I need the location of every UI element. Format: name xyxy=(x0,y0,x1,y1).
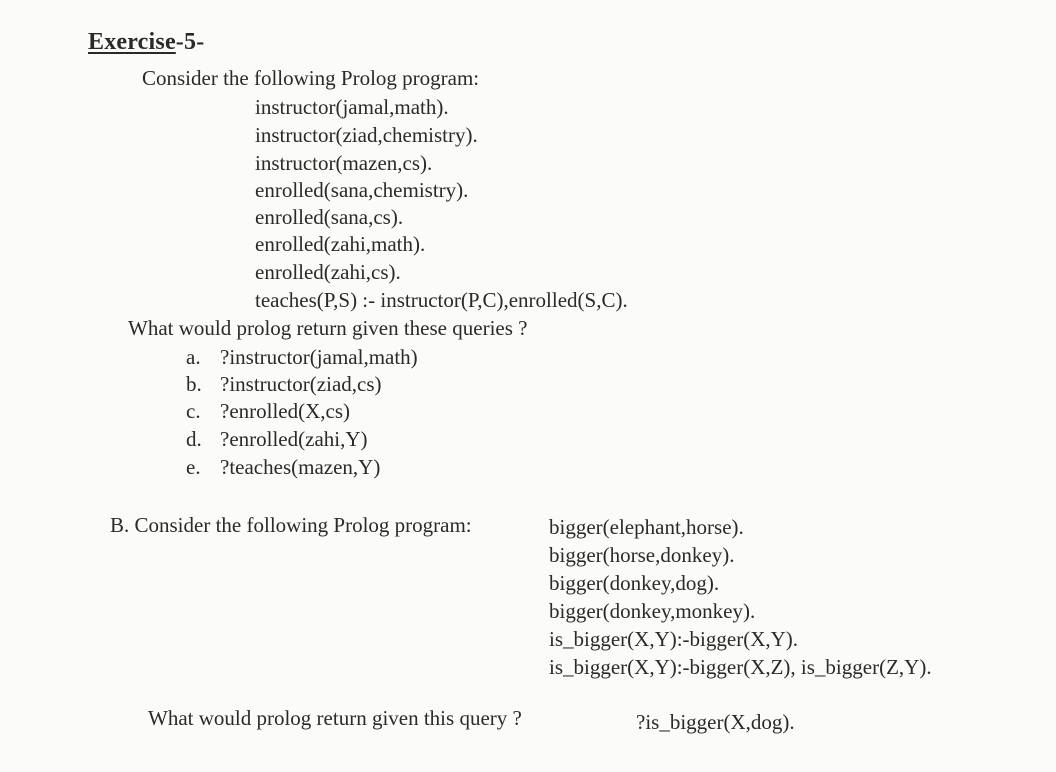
query-text: ?instructor(ziad,cs) xyxy=(220,372,382,396)
query-text: ?teaches(mazen,Y) xyxy=(220,455,381,479)
query-label: a. xyxy=(186,345,201,369)
part-b-program-line: is_bigger(X,Y):-bigger(X,Z), is_bigger(Z,Y). xyxy=(549,655,932,679)
query-item xyxy=(186,399,350,423)
query-item xyxy=(186,427,368,451)
part-b-intro: B. Consider the following Prolog program: xyxy=(110,513,472,537)
query-label: e. xyxy=(186,455,201,479)
program-line: enrolled(zahi,math). xyxy=(255,232,426,256)
part-b-question: What would prolog return given this query ? xyxy=(148,706,522,730)
program-line: instructor(jamal,math). xyxy=(255,95,449,119)
query-text: ?enrolled(X,cs) xyxy=(220,399,351,423)
program-line: enrolled(sana,chemistry). xyxy=(255,178,469,202)
query-label: d. xyxy=(186,427,202,451)
query-text: ?enrolled(zahi,Y) xyxy=(220,427,368,451)
query-item xyxy=(186,345,418,369)
program-line: teaches(P,S) :- instructor(P,C),enrolled(S,C). xyxy=(255,288,628,312)
program-line: instructor(ziad,chemistry). xyxy=(255,123,478,147)
exercise-intro: Consider the following Prolog program: xyxy=(142,66,480,90)
query-label: c. xyxy=(186,399,201,423)
part-b-program-line: is_bigger(X,Y):-bigger(X,Y). xyxy=(549,627,799,651)
exercise-title xyxy=(88,30,204,54)
exercise-title-number: -5- xyxy=(175,29,205,55)
query-label: b. xyxy=(186,372,202,396)
queries-question: What would prolog return given these queries ? xyxy=(128,316,528,340)
part-b-program-line: bigger(donkey,monkey). xyxy=(549,599,756,623)
program-line: enrolled(zahi,cs). xyxy=(255,260,401,284)
part-b-program-line: bigger(donkey,dog). xyxy=(549,571,720,595)
part-b-program-line: bigger(elephant,horse). xyxy=(549,515,744,539)
part-b-program-line: bigger(horse,donkey). xyxy=(549,543,735,567)
program-line: enrolled(sana,cs). xyxy=(255,205,404,229)
query-item xyxy=(186,455,380,479)
query-item xyxy=(186,372,382,396)
exercise-title-underlined: Exercise xyxy=(88,29,176,55)
program-line: instructor(mazen,cs). xyxy=(255,151,433,175)
part-b-query: ?is_bigger(X,dog). xyxy=(636,710,795,734)
query-text: ?instructor(jamal,math) xyxy=(220,345,418,369)
